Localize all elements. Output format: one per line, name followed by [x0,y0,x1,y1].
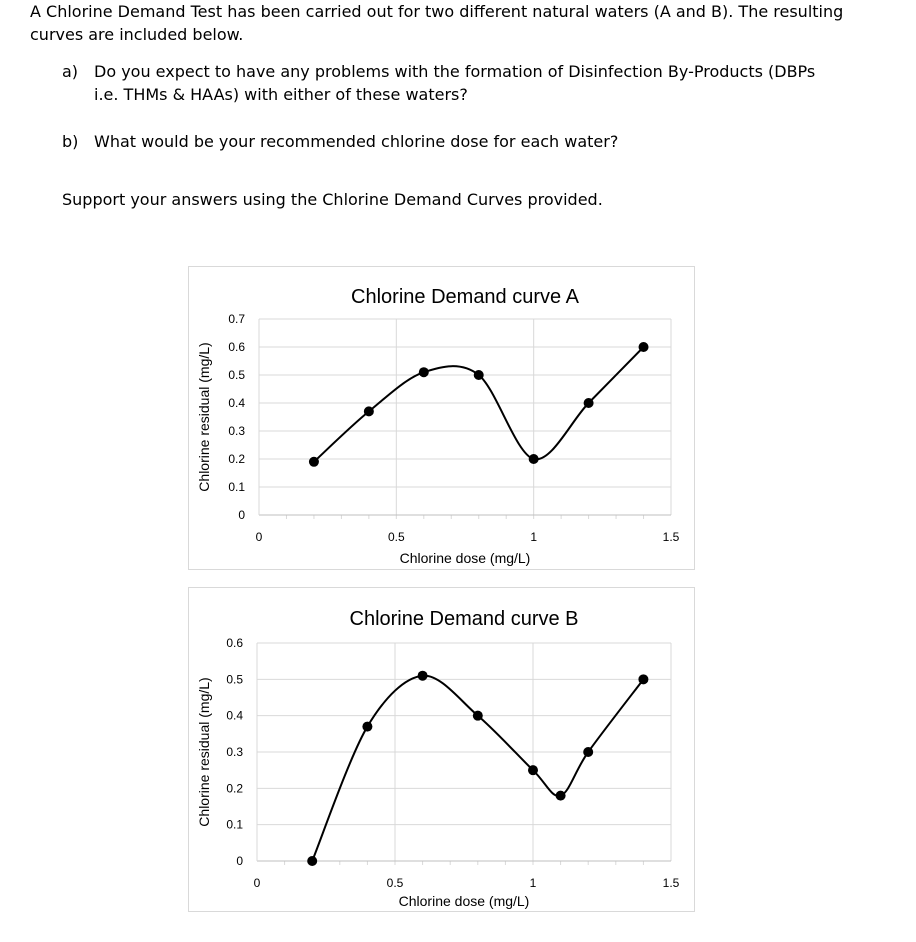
y-tick-label: 0 [238,508,245,522]
question-a-text: Do you expect to have any problems with the formation of Disinfection By-Products (DBPs i.e. THMs & HAAs) with either of these waters? [94,62,816,104]
data-point [307,856,317,866]
y-axis-label: Chlorine residual (mg/L) [196,342,212,492]
data-point [364,406,374,416]
chart-a [189,267,694,569]
y-axis-label: Chlorine residual (mg/L) [196,677,212,827]
data-point [418,671,428,681]
question-a-label: a) [62,62,79,81]
y-tick-label: 0.1 [226,817,243,832]
chart-title: Chlorine Demand curve B [349,608,579,630]
question-a [62,60,862,110]
x-tick-label: 1 [529,876,537,890]
y-tick-label: 0.1 [228,480,245,494]
series-line-B [312,676,643,861]
data-point [556,791,566,801]
chart-title: Chlorine Demand curve A [351,286,579,308]
chart-a-container [188,266,695,570]
x-axis-label: Chlorine dose (mg/L) [398,893,530,909]
y-tick-label: 0.7 [228,312,245,326]
problem-intro: A Chlorine Demand Test has been carried out for two different natural waters (A and B). The resulting curves are included below. [30,2,844,44]
y-tick-label: 0.5 [228,368,245,382]
x-tick-label: 1.5 [662,530,680,544]
data-point [309,457,319,467]
y-tick-label: 0.4 [228,396,245,410]
data-point [638,674,648,684]
x-tick-label: 0 [255,530,263,544]
question-b-text: What would be your recommended chlorine dose for each water? [94,132,619,151]
series-line-A [314,347,644,462]
support-instruction: Support your answers using the Chlorine Demand Curves provided. [62,190,603,209]
chart-b [189,588,694,911]
x-tick-label: 0.5 [387,530,405,544]
data-point [362,722,372,732]
data-point [474,370,484,380]
y-tick-label: 0 [236,854,243,868]
x-axis-label: Chlorine dose (mg/L) [399,550,531,566]
y-tick-label: 0.3 [228,424,245,438]
x-tick-label: 0.5 [386,876,404,890]
x-tick-label: 0 [253,876,261,890]
data-point [583,747,593,757]
y-tick-label: 0.2 [228,452,245,466]
y-tick-label: 0.6 [228,340,245,354]
data-point [419,367,429,377]
y-tick-label: 0.2 [226,781,243,796]
chart-b-container [188,587,695,912]
question-b [62,130,862,155]
data-point [529,454,539,464]
data-point [639,342,649,352]
x-tick-label: 1 [530,530,538,544]
data-point [584,398,594,408]
x-tick-label: 1.5 [662,876,680,890]
y-tick-label: 0.4 [226,708,243,723]
y-tick-label: 0.3 [226,745,243,759]
question-b-label: b) [62,132,79,151]
y-tick-label: 0.5 [226,672,243,687]
data-point [528,765,538,775]
data-point [473,711,483,721]
y-tick-label: 0.6 [226,636,243,650]
